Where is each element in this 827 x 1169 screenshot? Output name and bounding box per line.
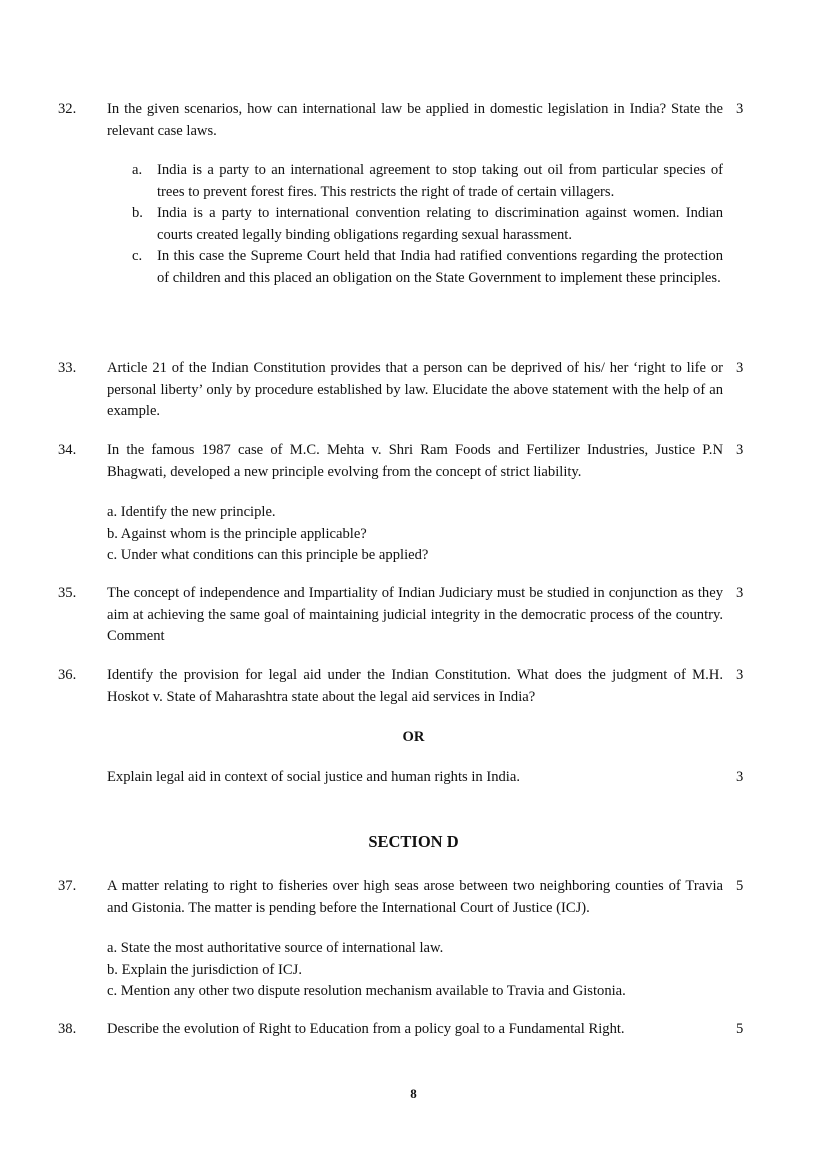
question-34-subparts [107, 502, 723, 567]
scenario-text: In this case the Supreme Court held that India had ratified conventions regarding the protection of children and this placed an obligation on the State Government to implement these principles. [157, 248, 723, 286]
question-text: The concept of independence and Impartiality of Indian Judiciary must be studied in conjunction as they aim at achieving the same goal of maintaining judicial integrity in the democratic process of the country. Comment [107, 585, 723, 644]
question-text: In the given scenarios, how can international law be applied in domestic legislation in India? State the relevant case laws. [107, 101, 723, 139]
scenario-letter: c. [132, 248, 143, 264]
question-marks: 5 [736, 1021, 744, 1037]
question-32-scenarios [132, 160, 723, 289]
question-number: 37. [58, 878, 77, 894]
question-number: 38. [58, 1021, 77, 1037]
question-text: In the famous 1987 case of M.C. Mehta v. Shri Ram Foods and Fertilizer Industries, Justice P.N Bhagwati, developed a new principle evolving from the concept of strict liability. [107, 442, 723, 480]
scenario-letter: a. [132, 162, 143, 178]
question-37-subparts [107, 938, 723, 1003]
alternative-text: Explain legal aid in context of social justice and human rights in India. [107, 769, 520, 785]
question-marks: 3 [736, 101, 744, 117]
scenario-c [132, 246, 723, 289]
scenario-text: India is a party to an international agreement to stop taking out oil from particular species of trees to prevent forest fires. This restricts the right of trade of certain villagers. [157, 162, 723, 200]
page-number: 8 [410, 1086, 417, 1101]
alternative-marks: 3 [736, 769, 744, 785]
section-heading: SECTION D [368, 832, 459, 851]
scenario-text: India is a party to international convention relating to discrimination against women. Indian courts created legally binding obligations regarding sexual harassment. [157, 205, 723, 243]
question-number: 33. [58, 360, 77, 376]
question-marks: 5 [736, 878, 744, 894]
question-marks: 3 [736, 442, 744, 458]
question-marks: 3 [736, 667, 744, 683]
question-marks: 3 [736, 585, 744, 601]
question-marks: 3 [736, 360, 744, 376]
scenario-a [132, 160, 723, 203]
subpart-b: b. Against whom is the principle applicable? [107, 525, 367, 542]
subpart-b: b. Explain the jurisdiction of ICJ. [107, 961, 302, 978]
question-text: Article 21 of the Indian Constitution provides that a person can be deprived of his/ her ‘right to life or personal liberty’ only by procedure established by law. Elucidate the above statement with the help of an example. [107, 360, 723, 419]
question-text: Identify the provision for legal aid under the Indian Constitution. What does the judgment of M.H. Hoskot v. State of Maharashtra state about the legal aid services in India? [107, 667, 723, 705]
question-text: A matter relating to right to fisheries over high seas arose between two neighboring counties of Travia and Gistonia. The matter is pending before the International Court of Justice (ICJ). [107, 878, 723, 916]
question-number: 32. [58, 101, 77, 117]
or-separator: OR [402, 729, 425, 745]
subpart-a: a. Identify the new principle. [107, 504, 276, 520]
subpart-c: c. Mention any other two dispute resolution mechanism available to Travia and Gistonia. [107, 983, 626, 999]
scenario-b [132, 203, 723, 246]
scenario-letter: b. [132, 205, 143, 221]
question-number: 34. [58, 442, 77, 458]
question-number: 36. [58, 667, 77, 683]
subpart-c: c. Under what conditions can this principle be applied? [107, 547, 429, 563]
question-text: Describe the evolution of Right to Education from a policy goal to a Fundamental Right. [107, 1021, 625, 1037]
subpart-a: a. State the most authoritative source of international law. [107, 940, 444, 956]
question-number: 35. [58, 585, 77, 601]
